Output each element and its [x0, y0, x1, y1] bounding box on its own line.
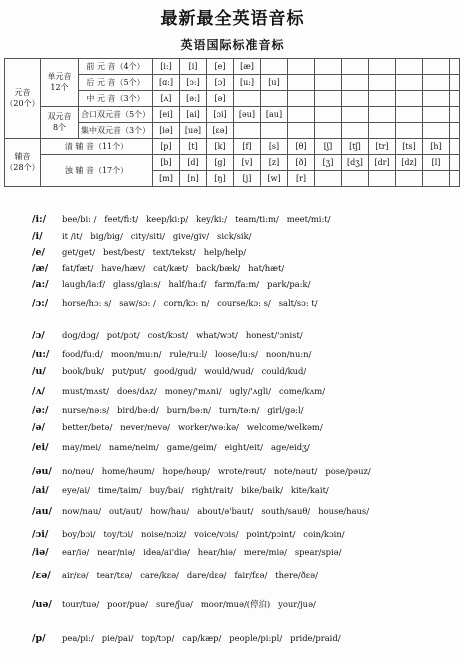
table-cell: [342, 59, 369, 75]
phoneme-label: /ɔ/: [32, 330, 45, 341]
example-words: it /it/ big/big/ city/siti/ give/giv/ sick/sik/: [62, 231, 252, 241]
table-cell: [261, 59, 288, 75]
table-row: [5, 139, 460, 155]
table-cell: [423, 59, 450, 75]
table-cell: [450, 123, 460, 139]
table-cell: [u]: [261, 75, 288, 91]
phoneme-label: /ɔi/: [32, 529, 49, 540]
table-cell: [j]: [234, 171, 261, 187]
table-cell: 元音 （20个）: [5, 59, 41, 139]
example-words: dog/dɔg/ pot/pɔt/ cost/kɔst/ what/wɔt/ honest/'ɔnist/: [62, 330, 303, 340]
table-cell: [423, 171, 450, 187]
list-item: [32, 329, 303, 342]
list-item: [32, 213, 330, 226]
example-words: may/mei/ name/neim/ game/geim/ eight/eit/ age/eidʒ/: [62, 442, 310, 452]
table-cell: [450, 171, 460, 187]
table-cell: [dz]: [396, 155, 423, 171]
table-cell: [ə]: [207, 91, 234, 107]
phoneme-label: /ə:/: [32, 405, 49, 416]
table-cell: 前 元 音（4个）: [79, 59, 153, 75]
list-item: [32, 528, 345, 541]
table-cell: [g]: [207, 155, 234, 171]
list-item: [32, 569, 318, 582]
table-cell: [369, 59, 396, 75]
table-cell: [315, 123, 342, 139]
phoneme-label: /ʌ/: [32, 386, 46, 397]
table-cell: [261, 91, 288, 107]
table-cell: 双元音 8个: [41, 107, 79, 139]
example-words: now/nau/ out/aut/ how/hau/ about/ə'baut/ south/sauθ/ house/haus/: [62, 506, 370, 516]
example-words: pea/pi:/ pie/pai/ top/tɔp/ cap/kæp/ people/pi:pl/ pride/praid/: [62, 633, 341, 643]
example-words: ear/iə/ near/niə/ idea/ai'diə/ hear/hiə/ mere/miə/ spear/spiə/: [62, 547, 342, 557]
table-row: [5, 59, 460, 75]
table-cell: [396, 91, 423, 107]
phoneme-label: /p/: [32, 633, 46, 644]
list-item: [32, 385, 325, 398]
table-row: [5, 107, 460, 123]
example-words: bee/bi: / feet/fi:t/ keep/ki:p/ key/ki:/ team/ti:m/ meet/mi:t/: [62, 214, 331, 224]
table-cell: [342, 171, 369, 187]
example-words: food/fu:d/ moon/mu:n/ rule/ru:l/ loose/lu:s/ noon/nu:n/: [62, 349, 312, 359]
table-cell: 中 元 音（3个）: [79, 91, 153, 107]
table-cell: [234, 91, 261, 107]
table-cell: 集中双元音（3个）: [79, 123, 153, 139]
table-cell: [əu]: [234, 107, 261, 123]
list-item: [32, 246, 246, 259]
table-cell: [ɑ:]: [153, 75, 180, 91]
table-cell: [450, 107, 460, 123]
table-cell: [ŋ]: [207, 171, 234, 187]
table-cell: [ʃ]: [315, 139, 342, 155]
list-item: [32, 484, 329, 497]
phoneme-label: /a:/: [32, 279, 49, 290]
table-cell: 浊 辅 音（17个）: [41, 155, 153, 187]
table-cell: [423, 91, 450, 107]
table-cell: 单元音 12个: [41, 59, 79, 107]
phoneme-label: /æ/: [32, 263, 49, 274]
table-cell: [342, 91, 369, 107]
table-cell: [i]: [180, 59, 207, 75]
table-cell: [e]: [207, 59, 234, 75]
table-cell: [450, 59, 460, 75]
table-row: [5, 155, 460, 171]
table-cell: [u:]: [234, 75, 261, 91]
table-cell: [ɔi]: [207, 107, 234, 123]
phoneme-label: /i/: [32, 231, 43, 242]
table-cell: [r]: [288, 171, 315, 187]
phoneme-label: /i:/: [32, 214, 47, 225]
table-cell: [f]: [234, 139, 261, 155]
table-cell: [z]: [261, 155, 288, 171]
page-title: 最新最全英语音标: [160, 9, 305, 29]
table-cell: [ɛə]: [207, 123, 234, 139]
example-words: boy/bɔi/ toy/tɔi/ noise/nɔiz/ voice/vɔis/ point/pɔint/ coin/kɔin/: [62, 529, 345, 539]
phonetic-chart-table: [4, 58, 460, 187]
table-cell: [l]: [423, 155, 450, 171]
table-cell: [b]: [153, 155, 180, 171]
table-cell: [ɔ]: [207, 75, 234, 91]
example-words: air/ɛə/ tear/tɛə/ care/kɛə/ dare/dɛə/ fair/fɛə/ there/ðɛə/: [62, 570, 318, 580]
table-cell: [342, 107, 369, 123]
table-cell: [288, 75, 315, 91]
example-words: horse/hɔ: s/ saw/sɔ: / corn/kɔ: n/ course/kɔ: s/ salt/sɔ: t/: [62, 298, 318, 308]
table-cell: [450, 139, 460, 155]
example-words: must/mʌst/ does/dʌz/ money/'mʌni/ ugly/'ʌgli/ come/kʌm/: [62, 386, 326, 396]
example-words: get/get/ best/best/ text/tekst/ help/help/: [62, 247, 247, 257]
example-words: nurse/nə:s/ bird/bə:d/ burn/bə:n/ turn/tə:n/ girl/gə:l/: [62, 405, 304, 415]
example-words: eye/ai/ time/taim/ buy/bai/ right/rait/ bike/baik/ kite/kait/: [62, 485, 329, 495]
example-words: fat/fæt/ have/hæv/ cat/kæt/ back/bæk/ hat/hæt/: [62, 263, 285, 273]
table-cell: [342, 123, 369, 139]
table-cell: [i:]: [153, 59, 180, 75]
example-words: better/betə/ never/nevə/ worker/wə:kə/ welcome/welkəm/: [62, 422, 323, 432]
list-item: [32, 230, 252, 243]
phoneme-label: /u:/: [32, 349, 50, 360]
table-cell: [315, 59, 342, 75]
table-cell: [tʃ]: [342, 139, 369, 155]
table-cell: [ð]: [288, 155, 315, 171]
phoneme-label: /əu/: [32, 466, 52, 477]
table-cell: [uə]: [180, 123, 207, 139]
table-cell: [tr]: [369, 139, 396, 155]
table-cell: [288, 91, 315, 107]
table-cell: [ei]: [153, 107, 180, 123]
example-words: tour/tuə/ poor/puə/ sure/ʃuə/ moor/muə/(停泊) your/juə/: [62, 599, 316, 609]
list-item: [32, 441, 310, 454]
table-cell: [423, 75, 450, 91]
table-cell: [æ]: [234, 59, 261, 75]
table-cell: [369, 75, 396, 91]
table-cell: [396, 59, 423, 75]
list-item: [32, 505, 369, 518]
phoneme-label: /uə/: [32, 599, 52, 610]
phoneme-label: /ɛə/: [32, 570, 51, 581]
example-words: laugh/la:f/ glass/gla:s/ half/ha:f/ farm/fa:m/ park/pa:k/: [62, 279, 311, 289]
table-cell: [s]: [261, 139, 288, 155]
table-cell: [315, 171, 342, 187]
table-cell: [v]: [234, 155, 261, 171]
table-cell: [ai]: [180, 107, 207, 123]
list-item: [32, 278, 310, 291]
table-cell: [n]: [180, 171, 207, 187]
table-cell: 后 元 音（5个）: [79, 75, 153, 91]
table-cell: [423, 107, 450, 123]
table-cell: 辅音 （28个）: [5, 139, 41, 187]
table-cell: [θ]: [288, 139, 315, 155]
table-cell: [315, 107, 342, 123]
table-cell: [396, 107, 423, 123]
list-item: [32, 262, 284, 275]
table-cell: [369, 171, 396, 187]
page-subtitle: 英语国际标准音标: [180, 38, 285, 52]
table-cell: [ʒ]: [315, 155, 342, 171]
table-cell: [288, 123, 315, 139]
example-words: book/buk/ put/put/ good/gud/ would/wud/ could/kud/: [62, 366, 307, 376]
phoneme-label: /e/: [32, 247, 45, 258]
phoneme-label: /u/: [32, 366, 46, 377]
list-item: [32, 546, 341, 559]
phoneme-label: /ɔ:/: [32, 298, 49, 309]
table-cell: 合口双元音（5个）: [79, 107, 153, 123]
table-cell: [396, 171, 423, 187]
phoneme-label: /iə/: [32, 547, 49, 558]
phoneme-label: /ai/: [32, 485, 49, 496]
list-item: [32, 297, 318, 310]
list-item: [32, 632, 341, 645]
table-cell: [315, 91, 342, 107]
table-cell: [dʒ]: [342, 155, 369, 171]
table-cell: [au]: [261, 107, 288, 123]
table-cell: [396, 123, 423, 139]
table-cell: 清 辅 音（11个）: [41, 139, 153, 155]
table-cell: [dr]: [369, 155, 396, 171]
table-cell: [d]: [180, 155, 207, 171]
list-item: [32, 421, 323, 434]
phoneme-label: /au/: [32, 506, 53, 517]
list-item: [32, 348, 311, 361]
table-cell: [450, 155, 460, 171]
table-cell: [234, 123, 261, 139]
table-cell: [t]: [180, 139, 207, 155]
table-cell: [450, 91, 460, 107]
table-cell: [342, 75, 369, 91]
table-cell: [h]: [423, 139, 450, 155]
list-item: [32, 465, 371, 478]
phoneme-label: /ei/: [32, 442, 49, 453]
table-cell: [369, 91, 396, 107]
list-item: [32, 365, 306, 378]
table-cell: [396, 75, 423, 91]
table-cell: [261, 123, 288, 139]
table-cell: [w]: [261, 171, 288, 187]
table-cell: [423, 123, 450, 139]
table-cell: [369, 123, 396, 139]
table-cell: [p]: [153, 139, 180, 155]
table-cell: [iə]: [153, 123, 180, 139]
phoneme-label: /ə/: [32, 422, 45, 433]
list-item: [32, 598, 316, 611]
table-cell: [ts]: [396, 139, 423, 155]
table-cell: [369, 107, 396, 123]
table-cell: [ʌ]: [153, 91, 180, 107]
table-cell: [288, 59, 315, 75]
table-cell: [k]: [207, 139, 234, 155]
list-item: [32, 404, 304, 417]
table-cell: [ɔ:]: [180, 75, 207, 91]
table-cell: [m]: [153, 171, 180, 187]
table-cell: [450, 75, 460, 91]
table-cell: [315, 75, 342, 91]
table-cell: [ə:]: [180, 91, 207, 107]
example-words: no/nəu/ home/həum/ hope/həup/ wrote/rəut/ note/nəut/ pose/pəuz/: [62, 466, 371, 476]
table-cell: [288, 107, 315, 123]
